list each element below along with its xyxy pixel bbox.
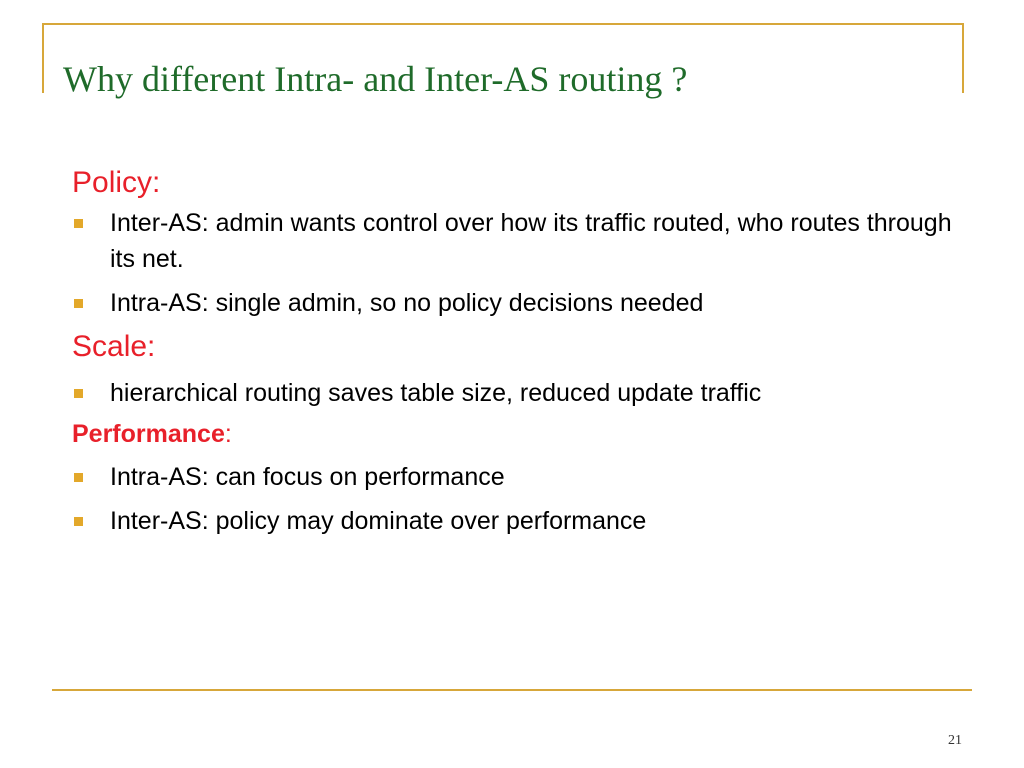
section-heading-policy: Policy: bbox=[72, 166, 161, 199]
section-heading-performance-colon: : bbox=[224, 420, 232, 448]
section-scale bbox=[72, 327, 972, 411]
bullet-item bbox=[72, 503, 972, 539]
frame-bottom-line bbox=[52, 689, 972, 691]
square-bullet-icon bbox=[74, 389, 83, 398]
section-heading-performance bbox=[72, 417, 972, 451]
bullet-item bbox=[72, 459, 972, 495]
slide-title: Why different Intra- and Inter-AS routing ? bbox=[63, 59, 688, 99]
slide-content bbox=[72, 163, 972, 539]
frame-right-line bbox=[962, 23, 964, 93]
bullet-text: hierarchical routing saves table size, reduced update traffic bbox=[110, 379, 762, 407]
square-bullet-icon bbox=[74, 219, 83, 228]
square-bullet-icon bbox=[74, 299, 83, 308]
section-heading-performance-bold: Performance bbox=[72, 420, 225, 448]
bullet-item bbox=[72, 205, 972, 277]
square-bullet-icon bbox=[74, 473, 83, 482]
frame-left-line bbox=[42, 23, 44, 93]
bullet-text: Inter-AS: admin wants control over how its traffic routed, who routes through its net. bbox=[110, 209, 952, 273]
bullet-text: Intra-AS: single admin, so no policy decisions needed bbox=[110, 289, 704, 317]
bullet-item bbox=[72, 285, 972, 321]
section-policy bbox=[72, 163, 972, 321]
section-heading-scale: Scale: bbox=[72, 330, 156, 363]
bullet-item bbox=[72, 375, 972, 411]
section-performance bbox=[72, 417, 972, 539]
square-bullet-icon bbox=[74, 517, 83, 526]
bullet-text: Intra-AS: can focus on performance bbox=[110, 463, 505, 491]
bullet-text: Inter-AS: policy may dominate over performance bbox=[110, 507, 647, 535]
page-number: 21 bbox=[948, 733, 962, 748]
frame-top-line bbox=[42, 23, 964, 25]
